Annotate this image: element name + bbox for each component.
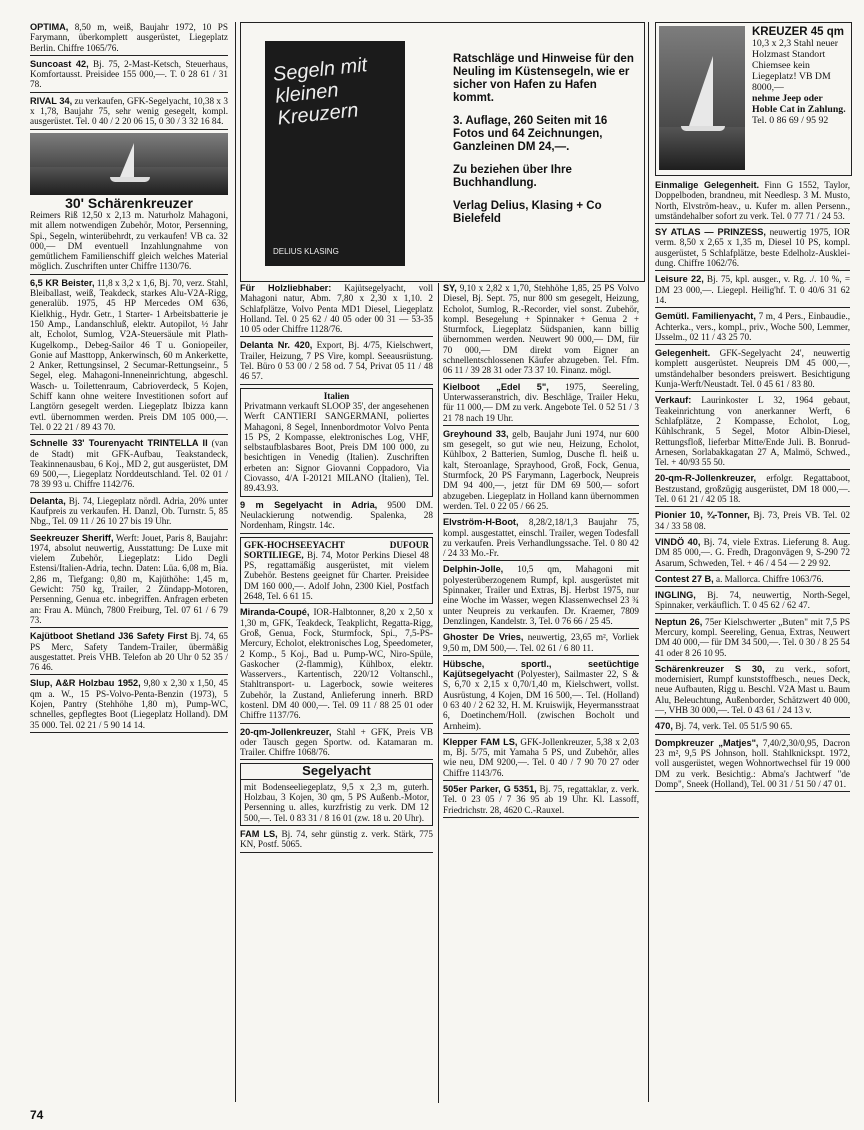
classified-ad — [240, 500, 433, 534]
classified-ad-text: (Polyester), Sailmaster 22, S & S, 6,70 x 2,15 x 0,70/1,40 m, Kielschwert, vollst. Ausrüstung, 4 Kojen, DM 16 500,—. Tel. (Holland) 0 63 40 / 2 62 32, H. M. Kruiswijk, Heyermansstraat 6, Doetinchem/Holl. (zwischen Bocholt und Arnheim). — [443, 669, 639, 731]
classified-list-2d — [240, 829, 433, 853]
italien-ad — [240, 388, 433, 497]
classified-list-2b — [240, 500, 433, 534]
classified-ad-lead: Slup, A&R Holzbau 1952, — [30, 678, 141, 689]
classified-ad-lead: OPTIMA, — [30, 22, 69, 32]
classified-ad-text: 10,5 qm, Mahagoni mit polyesterüberzogenem Rumpf, kpl. ausgerüstet mit Spinnaker, Trailer und Extras, Bj. Herbst 1975, nur eine Woche im Wasser, wegen Klassenwechsel 23 ¾ unter Neupreis zu verkaufen. Dr. Kraemer, 7809 Denzlingen, Kandelstr. 3, Tel. 0 76 66 / 25 45. — [443, 564, 639, 626]
classified-ad-lead: Miranda-Coupé, — [240, 607, 310, 618]
classified-ad-lead: Seekreuzer Sheriff, — [30, 532, 114, 543]
gfk-lead: GFK-HOCHSEEYACHT DUFOUR SORTILIEGE, — [244, 539, 429, 560]
classified-ad-lead: Schärenkreuzer S 30, — [655, 663, 765, 674]
kreuzer-photo — [659, 26, 745, 170]
classified-ad-lead: Delphin-Jolle, — [443, 564, 504, 575]
kreuzer-advertisement — [655, 22, 852, 176]
classified-ad-text: IOR-Halbtonner, 8,20 x 2,50 x 1,30 m, GFK, Teakdeck, Teakplicht, Regatta-Rigg, Groß, Genua, Fock, Sturmfock, Spi., 7,5-PS-Mercury, Echolot, elektronisches Log, Speedometer, 2 Komp., 5 Koj., Bad u. Pump-WC, Niro-Spüle, Gaskocher (2-flammig), Kühlbox, elektr. Wasservers., Kartentisch, 220/12 Voltanschl., Stahltransport- u. Lagerbock, sowie weiteres Zubehör, la Zustand, Anlieferung innerh. BRD kostenl. DM 40 000,—. Tel. 09 11 / 88 25 01 oder Chiffre 1137/76. — [240, 607, 433, 721]
classified-ad-text: Kajütsegelyacht, voll Mahagoni natur, Abm. 7,80 x 2,30 x 1,10. 2 Schlafplätze, Volvo Penta MD1 Diesel, Liegeplatz Holland. Tel. 0 25 62 / 40 05 oder 00 31 — 53-35 10 05 oder Chiffre 1128/76. — [240, 283, 433, 335]
classified-ad — [240, 283, 433, 337]
classified-ad-text: zu verk., sofort, modernisiert, Rumpf kunststoffbesch., neues Deck, neue Aufbauten, Rigg u. Beschl. V2A Mast u. Baum Alu, Beleuchtung, Außenborder, Schätzwert 40 000,—, VHB 30 000,—. Tel. 0 43 61 / 24 13 v. — [655, 663, 851, 716]
italien-heading: Italien — [323, 390, 350, 401]
classified-ad-text: 75er Kielschwerter „Buten" mit 7,5 PS Mercury, kompl. Seereling, Genua, Extras, Neuwert DM 40 000,— für DM 34 500,—. Tel. 0 30 / 8 25 54 41 oder 8 26 10 95. — [655, 616, 851, 658]
classified-ad-text: Bj. 74, neuwertig, North-Segel, Spinnaker, verkäuflich. T. 0 45 62 / 62 47. — [655, 590, 851, 611]
classified-ad-lead: Für Holzliebhaber: — [240, 283, 332, 293]
classified-ad — [655, 664, 850, 718]
segelyacht-heading: Segelyacht — [241, 766, 432, 779]
classified-ad — [443, 784, 639, 818]
column-2 — [240, 283, 433, 856]
classified-ad — [240, 607, 433, 723]
classified-ad-text: Finn G 1552, Taylor, Doppelboden, brandneu, mit Needlesp. 3 M. Musto, North, Elvström-heav., u. Kufer m. allen Persenn., umständehalber sofort zu verk. Tel. 0 77 71 / 24 53. — [655, 180, 850, 221]
column-1 — [30, 22, 228, 736]
classified-ad — [240, 340, 433, 384]
classified-ad-lead: VINDÖ 40, — [655, 536, 701, 547]
book-ad-text — [453, 53, 638, 236]
classified-ad-lead: Dompkreuzer „Matjes", — [655, 737, 759, 748]
classified-ad — [655, 348, 850, 392]
classified-ad-text: Bj. 75, regattaklar, z. verk. Tel. 0 23 05 / 7 36 95 ab 19 Uhr. Kl. Lassoff, Friedrichstr. 28, 4620 C.-Rauxel. — [443, 784, 639, 815]
classified-ad-lead: Neptun 26, — [655, 616, 703, 627]
classified-ad — [443, 659, 639, 734]
classified-ad-text: Bj. 74, viele Extras. Lieferung 8. Aug. DM 85 000,—. G. Fredh, Dragonvägen 9, S-290 72 Asarum, Schweden, Tel. + 46 / 4 54 — 2 29 92. — [655, 536, 851, 568]
classified-ad — [30, 59, 228, 93]
gfk-text: Bj. 74, Motor Perkins Diesel 48 PS, regattamäßig ausgerüstet, mit vielem Zubehör. Bestens geeignet für Charter. Preisidee DM 160 000,—. Adolf John, 2300 Kiel, Postfach 2648, Tel. 6 61 15. — [244, 549, 430, 602]
classified-ad-lead: Suncoast 42, — [30, 58, 89, 69]
classified-ad-text: erfolgr. Regattaboot, Bestzustand, großzügig ausgerüstet, DM 18 000,—. Tel. 0 61 21 / 42 05 18. — [655, 473, 851, 505]
classified-ad-lead: FAM LS, — [240, 828, 278, 839]
classified-ad-lead: 6,5 KR Beister, — [30, 277, 95, 288]
classified-ad-lead: Gemütl. Familienyacht, — [655, 311, 756, 322]
classified-ad-lead: 470, — [655, 721, 673, 732]
classified-ad — [655, 738, 850, 792]
classified-ad-lead: Kajütboot Shetland J36 Safety First — [30, 631, 188, 642]
classified-ad — [240, 727, 433, 761]
classified-ad-text: 9500 DM. Neulackierung notwendig. Spalenka, 28 Nordenham, Ringstr. 14c. — [240, 499, 433, 531]
classified-ad — [655, 590, 850, 614]
classified-ad-lead: 505er Parker, G 5351, — [443, 784, 537, 795]
kreuzer-ad-tel: Tel. 0 86 69 / 95 92 — [752, 115, 829, 126]
classified-ad-lead: Gelegenheit. — [655, 348, 711, 359]
column-3 — [443, 283, 639, 821]
classified-ad-lead: Greyhound 33, — [443, 428, 509, 439]
classified-ad — [655, 274, 850, 308]
gfk-ad — [240, 537, 433, 605]
classified-ad-lead: Kielboot „Edel 5", — [443, 381, 549, 392]
classified-ad-text: a. Mallorca. Chiffre 1063/76. — [716, 573, 824, 584]
classified-ad-text: Bj. 75, 2-Mast-Ketsch, Steuerhaus, Komfortausst. Preisidee 155 000,—. T. 0 28 61 / 31 78. — [30, 58, 228, 90]
classified-ad-lead: SY ATLAS — PRINZESS, — [655, 227, 766, 238]
classified-ad-text: Export, Bj. 4/75, Kielschwert, Trailer, Heizung, 7 PS Vire, kompl. Seeausrüstung. Tel. Büro 0 53 00 / 2 58 od. 7 54, Privat 05 11 / 48 46 57. — [240, 340, 433, 382]
book-ad-line: Verlag Delius, Klasing + Co Bielefeld — [453, 200, 602, 225]
classified-ad-lead: SY, — [443, 283, 457, 293]
classified-ad-text: 8,28/2,18/1,3 Baujahr 75, kompl. ausgestattet, einschl. Trailer, wegen Todesfall zu verkaufen. Preis Verhandlungssache. Tel. 0 80 42 / 24 33 Mo.-Fr. — [443, 517, 639, 559]
book-ad-line: Ratschläge und Hinweise für den Neuling im Küstensegeln, wie er sicher von Hafen zu Hafen kommt. — [453, 53, 634, 104]
classified-ad — [30, 533, 228, 629]
kreuzer-ad-title: KREUZER 45 qm — [752, 26, 845, 38]
column-rule — [438, 283, 439, 1103]
schaerenkreuzer-text: Reimers Riß 12,50 x 2,13 m. Naturholz Mahagoni, mit allem notwendigen Zubehör, Motor, Persenning, Spi., Segeln, winterübehrdt, zu verkaufen! VB ca. 32 000,— DM eventuell Inzahlungnahme von gemütlichem Familienschiff gleich welches Material möglich. Zuschriften unter Chiffre 1130/76. — [30, 210, 228, 275]
classified-ad — [443, 564, 639, 629]
classified-ad-text: GFK-Jollenkreuzer, 5,38 x 2,03 m, Bj. 5/75, mit Yamaha 5 PS, und Zubehör, alles wie neu, DM 9200,—. Tel. 0 40 / 7 90 70 27 oder Chiffre 1143/76. — [443, 736, 640, 778]
classified-ad — [30, 278, 228, 435]
segelyacht-text: mit Bodenseeliegeplatz, 9,5 x 2,3 m, guterh. Holzbau, 3 Kojen, 30 qm, 5 PS Außenb.-Motor, Persenning u. alles, kurzfristig zu verk. DM 12 500,—. Tel. 0 83 31 / 8 16 01 (zw. 18 u. 20 Uhr). — [244, 781, 429, 823]
classified-ad — [443, 283, 639, 379]
classified-ad — [30, 22, 228, 56]
classified-ad — [655, 537, 850, 571]
classified-ad-lead: Schnelle 33' Tourenyacht TRINTELLA II — [30, 438, 208, 449]
classified-ad-lead: Pionier 10, ¾-Tonner, — [655, 510, 750, 521]
classified-list-2a — [240, 283, 433, 385]
classified-ad-text: Bj. 74, sehr günstig z. verk. Stärk, 775 KN, Postf. 5065. — [240, 828, 433, 850]
classified-ad-text: 11,8 x 3,2 x 1,6, Bj. 70, verz. Stahl, Bleiballast, weiß, Teakdeck, starkes Alu-V2A-Rigg, generalüb. 1975, 45 HP Mercedes OM 636, Kielkhig., Hydr. Getr., 1 Starter- 1 Arbeitsbatterie je 150 Amp., Landanschluß, elektr. Autopilot, ½ Jahr alt, Echolot, Sumlog, V2A-Steuersäule mit Plath-Kugelkomp., Debeg-Sailor 46 T u. Goniopeiler, Gonie auf Masttopp, Ankerwinsch, 60 m Ankerkette, 2 Anker, Rettungsinsel, 2 Secumar-Rettungseinr., 5 Segel, eleg. Mahagoni-Inneneinrichtung, abgeschl. Wasch- u. Toilettenraum, Cabrioverdeck, 5 Kojen, Schiff kann ohne weitere Investitionen sofort auf Langtörn gesegelt werden. Liegeplatz Ibizza kann evtl. übernommen werden. Preis DM 105 000,—. Tel. 0 22 21 / 89 43 70. — [30, 277, 228, 432]
classified-ad — [30, 496, 228, 530]
classified-ad — [30, 678, 228, 732]
classified-ad — [655, 617, 850, 661]
classified-ad — [443, 632, 639, 656]
book-ad-line: 3. Auflage, 260 Seiten mit 16 Fotos und 64 Zeichnungen, Ganzleinen DM 24,—. — [453, 115, 608, 153]
classified-ad-lead: Contest 27 B, — [655, 573, 714, 584]
schaerenkreuzer-heading: 30' Schärenkreuzer — [65, 194, 193, 211]
classified-ad-text: Laurinkoster L 32, 1964 gebaut, Teakeinrichtung von anerkanner Werft, 6 Schlafplätze, 2 Kompasse, Echolot, Log, Kühlschrank, 5 Segel, Motor Albin-Diesel, Rettungsfloß, lieferbar Mitte/Ende Juli. B. Bonrud-Arnesen, Sorlabakkagatan 27 A, Malmö, Schwed., Tel. + 40/93 55 50. — [655, 395, 851, 468]
classified-ad — [655, 180, 850, 224]
kreuzer-ad-bold: nehme Jeep oder Hoble Cat in Zahlung. — [752, 93, 846, 115]
italien-text: Privatmann verkauft SLOOP 35', der angesehenen Werft CANTIERI SANGERMANI, poliertes Mahagoni, 8 Segel, Innenbordmotor Volvo Penta 15 PS, 2 Kompasse, elektronisches Log, VHF, selbstaufblasbares Boot, Preis DM 100 000, zu besichtigen in Venedig (Italien). Zuschriften erbeten an: Signor Giovanni Coppadoro, Via Ciovasso, 4/A I-20121 MILANO (Italien), Tel. 89.43.93. — [244, 400, 430, 494]
classified-list-1b — [30, 278, 228, 733]
classified-ad — [30, 438, 228, 492]
classified-ad — [655, 510, 850, 534]
classified-ad-lead: Leisure 22, — [655, 274, 704, 285]
classified-ad-text: 9,10 x 2,82 x 1,70, Stehhöhe 1,85, 25 PS Volvo Diesel, Bj. Sept. 75, nur 800 sm gesegelt, Heizung, Echolot, Sumlog, R.-Recorder, viel sonst. Zubehör, kompl. Besegelung + Spinnaker + Genua 2 + Sturmfock, Liegeplatz Südspanien, kann billig übernommen werden. Neuwert 90 000,— DM, für 70 000,— DM direkt vom Eigner an schnellentschlossenen Käufer abzugeben. Tel. Ffm. 06 11 / 39 28 31 oder 73 37 10. Finanz. mögl. — [443, 283, 639, 376]
classified-ad — [443, 429, 639, 514]
classified-ad — [30, 631, 228, 675]
segelyacht-ad — [240, 763, 433, 825]
column-rule — [235, 22, 236, 1102]
book-cover — [265, 41, 405, 266]
classified-ad — [30, 96, 228, 130]
book-ad-line: Zu beziehen über Ihre Buchhandlung. — [453, 164, 572, 189]
column-rule — [648, 22, 649, 1102]
column-4 — [655, 180, 850, 795]
classified-list-4 — [655, 180, 850, 792]
classified-ad-lead: 9 m Segelyacht in Adria, — [240, 499, 378, 510]
classified-ad-text: 7,40/2,30/0,95, Dacron 23 m², 9,5 PS Johnson, holl. Stahlknickspt. 1972, voll ausgerüstet, wegen Wohnortwechsel für 19 000 DM zu verk. Besichtig.: Abma's Jachtwerf "de Domp", Sneek (Holland), Tel. 00 31 / 51 50 / 47 01. — [655, 737, 850, 789]
classified-ad-text: Bj. 74, 65 PS Merc, Safety Tandem-Trailer, übermäßig ausgestattet. Preis VHB. Telefon ab 20 Uhr 0 52 35 / 76 46. — [30, 631, 229, 673]
classified-ad-text: GFK-Segelyacht 24', neuwertig komplett ausgerüstet. Neupreis DM 45 000,—, umständehalber besonders preiswert. Besichtigung Kunja-Werft/Neustadt. Tel. 0 45 61 / 83 80. — [655, 348, 851, 390]
classified-ad-lead: Elvström-H-Boot, — [443, 517, 519, 528]
classified-ad-lead: Hübsche, sportl., seetüchtige Kajütsegelyacht — [443, 658, 639, 680]
classified-ad — [655, 311, 850, 345]
classified-ad-lead: 20-qm-R-Jollenkreuzer, — [655, 473, 757, 484]
classified-ad-lead: RIVAL 34, — [30, 95, 73, 106]
classified-ad — [655, 574, 850, 587]
classified-ad — [443, 382, 639, 426]
classified-ad-text: 7 m, 4 Pers., Einbaudie., Achterka., vers., kompl., priv., Woche 500, Lemmer, IJsselm., 02 11 / 43 25 70. — [655, 311, 851, 342]
classified-ad-text: 8,50 m, weiß, Baujahr 1972, 10 PS Farymann, überkomplett ausgerüstet, Liegeplatz Berlin. Chiffre 1065/76. — [30, 22, 229, 53]
schaerenkreuzer-photo — [30, 133, 228, 195]
classified-ad-text: Bj. 74, Liegeplatz nördl. Adria, 20% unter Kaufpreis zu verkaufen. H. Danzl, Ob. Turnstr. 5, 85 Nbg., Tel. 09 11 / 26 10 27 bis 19 Uhr. — [30, 495, 228, 527]
page-number: 74 — [30, 1108, 44, 1122]
book-cover-publisher: DELIUS KLASING — [273, 247, 339, 256]
classified-ad — [240, 829, 433, 853]
classified-ad — [655, 395, 850, 470]
classified-list-2c — [240, 607, 433, 760]
classified-ad-lead: Delanta Nr. 420, — [240, 340, 313, 351]
kreuzer-ad-text — [752, 27, 848, 126]
classified-ad-text: 9,80 x 2,30 x 1,50, 45 qm a. W., 15 PS-Volvo-Penta-Benzin (1973), 5 Kojen, Pantry (Stehhöhe 1,80 m), Pump-WC, schnelles, gepflegtes Boot (Liegeplatz Holland). DM 35 000. Tel. 02 21 / 5 90 14 14. — [30, 678, 229, 730]
classified-ad — [655, 721, 850, 734]
kreuzer-ad-body: 10,3 x 2,3 Stahl neuer Holzmast Standort Chiemsee kein Liegeplatz! VB DM 8000,— — [752, 38, 838, 93]
classified-ad-text: Werft: Jouet, Paris 8, Baujahr: 1974, absolut neuwertig, Ausstattung: De Luxe mit vielem Zubehör, Liegeplatz: Lido Degli Estensi/Italien-Adria, techn. Daten: Lüa. 6,08 m, Bia. 2,86 m, Tiefgang: 0,80 m, Kajüthöhe: 1,45 m, Gewicht: 750 kg, Trailer, 2 Zündapp-Motoren, Persenning, Genua etc. inbegriffen. Anfragen erbeten an: Frau A. Münch, 7800 Freiburg, Tel. 07 61 / 6 79 73. — [30, 532, 228, 625]
classified-ad-text: Bj. 73, Preis VB. Tel. 02 34 / 33 58 08. — [655, 510, 851, 531]
classified-ad-text: 1975, Seereling, Unterwasseranstrich, div. Beschläge, Trailer Heku, für 11 000,— DM zu verk. Angebote Tel. 0 52 51 / 3 21 78 nach 19 Uhr. — [443, 381, 639, 423]
classified-ad — [443, 517, 639, 561]
classified-ad-lead: 20-qm-Jollenkreuzer, — [240, 726, 332, 737]
book-advertisement — [240, 22, 645, 282]
classified-ad-text: Stahl + GFK, Preis VB oder Tausch gegen Sportw. od. Katamaran m. Trailer. Chiffre 1068/76. — [240, 726, 434, 758]
classified-ad — [443, 737, 639, 781]
classified-ad-text: Bj. 75, kpl. ausger., v. Rg. ./. 10 %, = DM 23 000,—. Liegepl. Heilig'hf. T. 0 40/6 31 62 14. — [655, 274, 850, 305]
classified-ad-text: (van de Stadt) mit GFK-Aufbau, Teakstandeck, Teakinnenausbau, 6 Koj., MD 2, gut ausgerüstet, DM 69 500,—, Liegeplatz Norddeutschland. Tel. 02 01 / 78 39 93 u. Chiffre 1142/76. — [30, 438, 228, 490]
classified-ad — [655, 227, 850, 271]
classified-ad-text: Bj. 74, verk. Tel. 05 51/5 90 65. — [675, 721, 793, 732]
classified-ad-text: neuwertig 1975, IOR verm. 8,50 x 2,65 x 1,35 m, Diesel 10 PS, kompl. ausgerüstet, 5 Schlafplätze, beste Edelholz-Auskleidung. Chiffre 1062/76. — [655, 227, 850, 269]
classified-ad-lead: Verkauf: — [655, 395, 692, 406]
classified-list-1a — [30, 22, 228, 130]
classified-ad-lead: Einmalige Gelegenheit. — [655, 180, 760, 190]
classified-ad-text: zu verkaufen, GFK-Segelyacht, 10,38 x 3 x 1,78, Baujahr 75, sehr wenig gesegelt, kompl. ausgerüstet. Tel. 0 40 / 2 20 06 15, 0 30 / 3 32 16 84. — [30, 95, 229, 127]
book-cover-title: Segeln mit kleinen Kreuzern — [271, 54, 369, 130]
classified-ad-lead: INGLING, — [655, 590, 696, 601]
classified-ad-lead: Ghoster De Vries, — [443, 632, 524, 643]
classified-ad-text: neuwertig, 23,65 m², Vorliek 9,50 m, DM 500,—. Tel. 02 61 / 6 80 11. — [443, 632, 639, 653]
classified-ad-lead: Delanta, — [30, 495, 66, 506]
classified-ad-text: gelb, Baujahr Juni 1974, nur 600 sm gesegelt, so gut wie neu, Heizung, Echolot, Kühlbox, 2 Batterien, Sumlog, Dusche fl. heiß u. kalt, Steroanlage, Sprayhood, Groß, Fock, Genua, Sturmfock, 20 PS Farymann, Lagerbock, Neupreis DM 94 400,—, jetzt für DM 69 500,— sofort abzugeben. Liegeplatz in Holland kann übernommen werden. Tel. 0 22 05 / 66 25. — [443, 428, 640, 511]
classified-list-3 — [443, 283, 639, 818]
classified-ad-lead: Klepper FAM LS, — [443, 736, 518, 747]
classified-ad — [655, 473, 850, 507]
